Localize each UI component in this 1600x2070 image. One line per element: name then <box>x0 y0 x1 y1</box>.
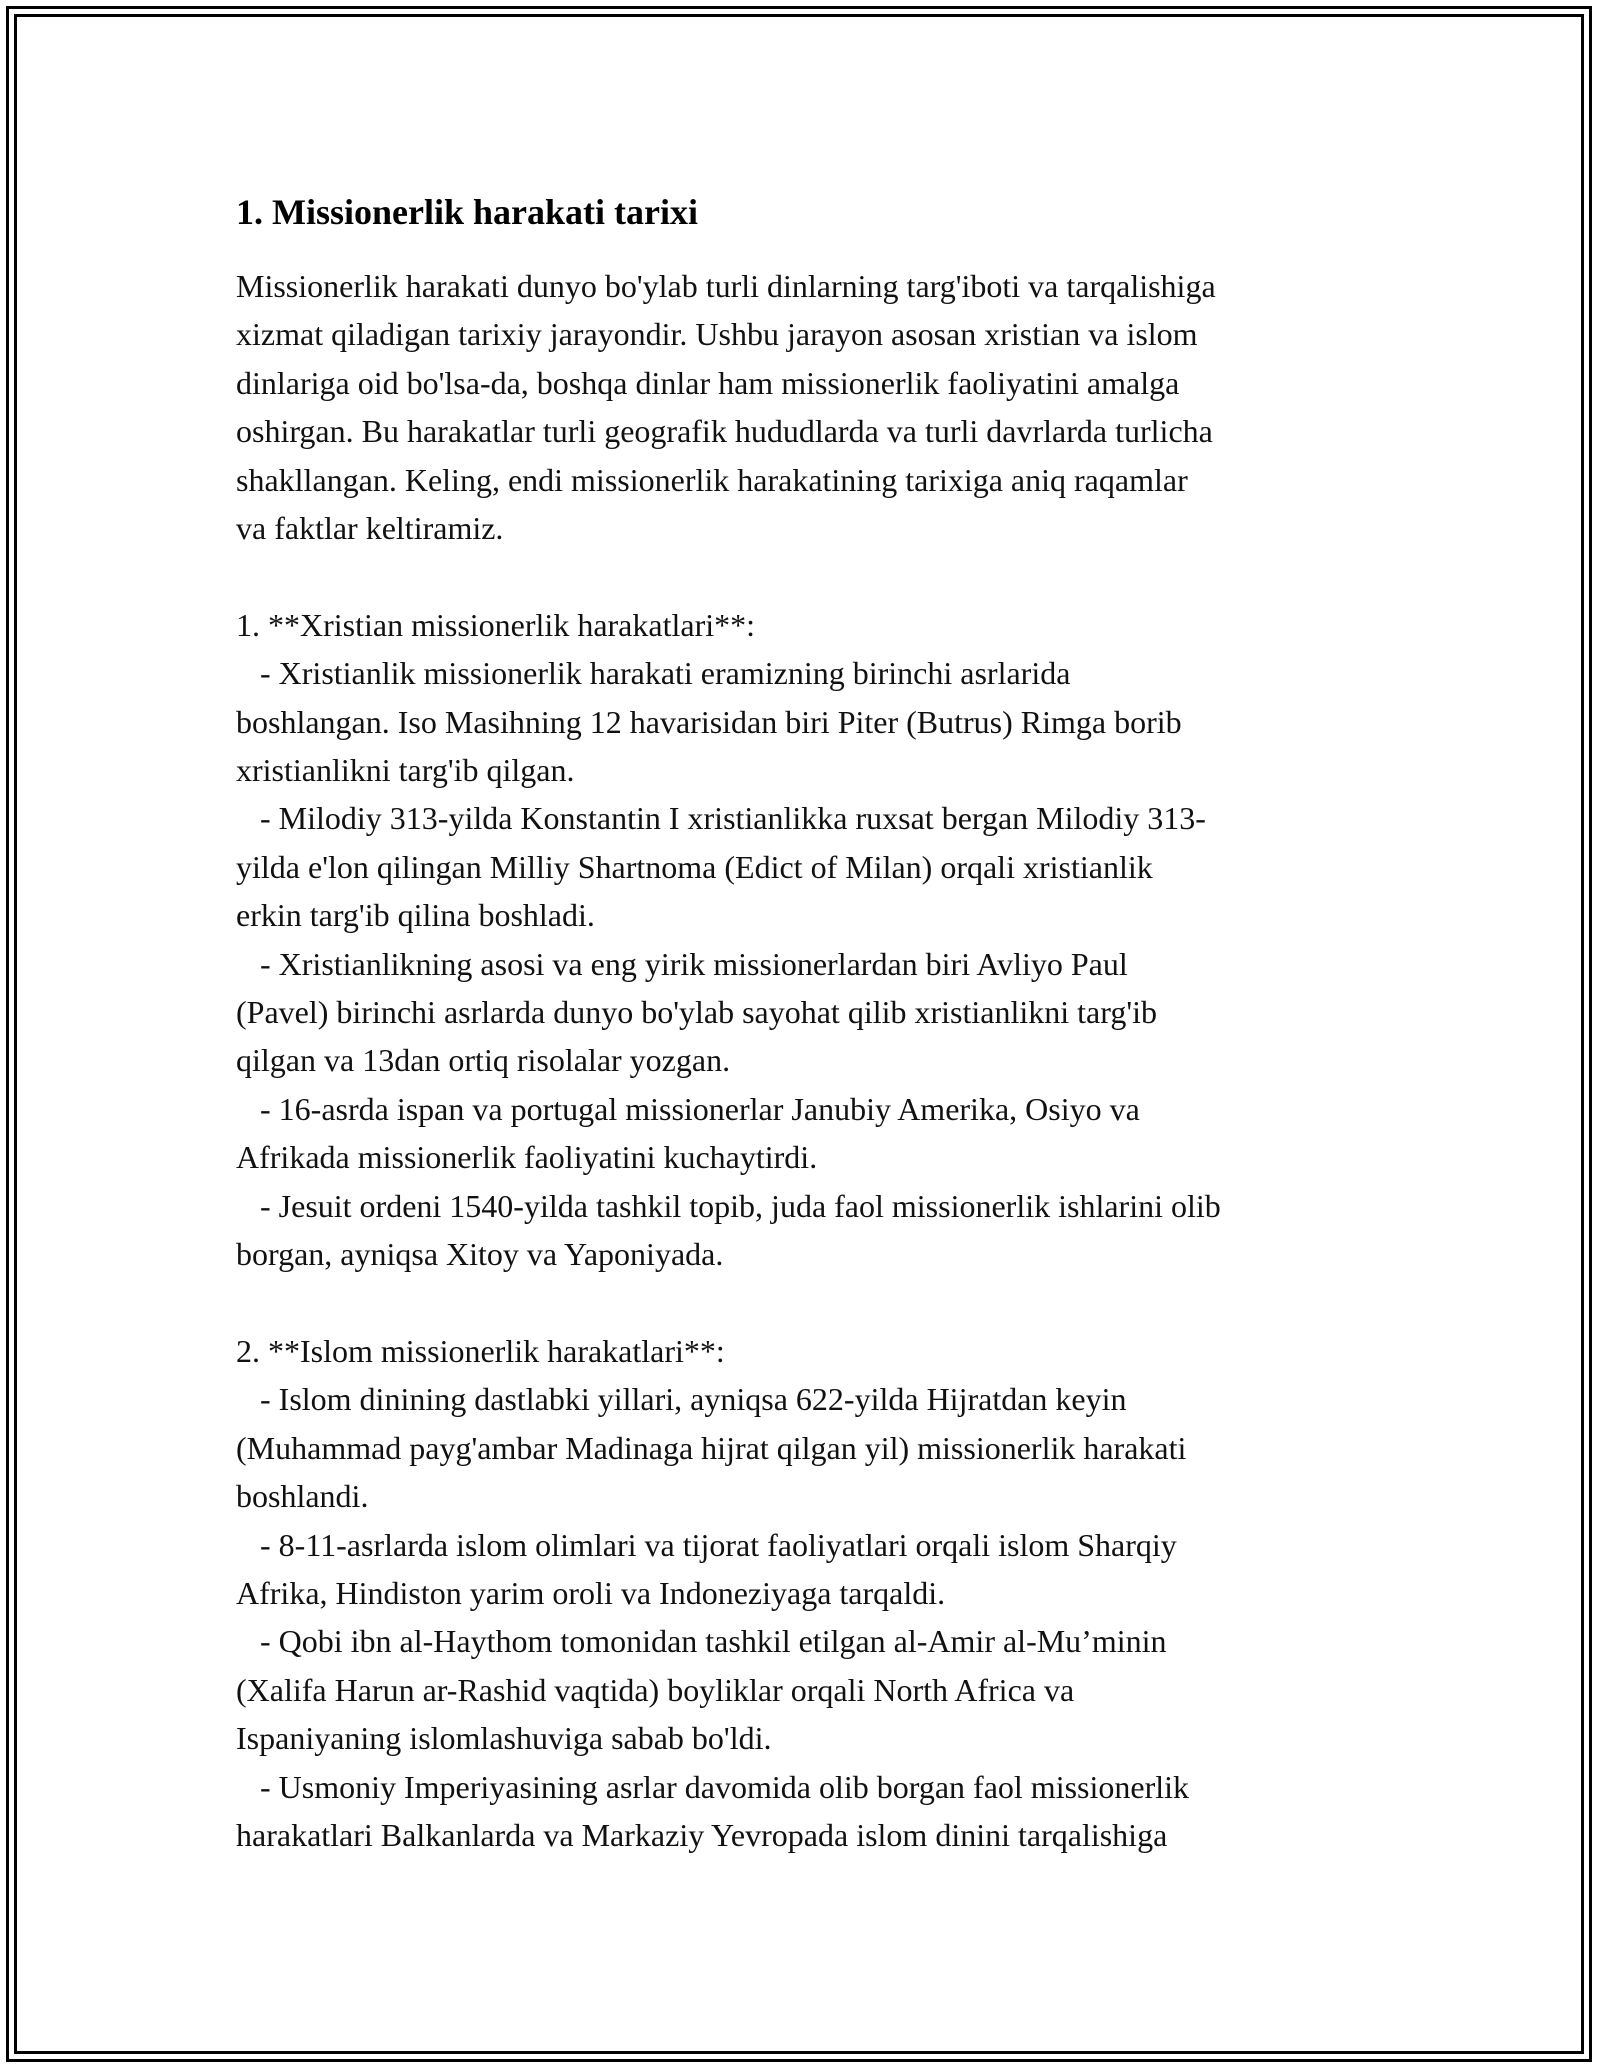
section-christian <box>236 601 1366 1279</box>
document-body <box>236 188 1366 1859</box>
section-heading: 2. **Islom missionerlik harakatlari**: <box>236 1332 725 1369</box>
list-item: - Qobi ibn al-Haythom tomonidan tashkil etilgan al-Amir al-Mu’minin (Xalifa Harun ar-Rashid vaqtida) boyliklar orqali North Africa va Ispaniyaning islomlashuviga sabab bo'ldi. <box>236 1623 1167 1757</box>
document-title: 1. Missionerlik harakati tarixi <box>236 192 698 232</box>
list-item: - Milodiy 313-yilda Konstantin I xristianlikka ruxsat bergan Milodiy 313- yilda e'lon qilingan Milliy Shartnoma (Edict of Milan) orqali xristianlik erkin targ'ib qilina boshladi. <box>236 800 1206 934</box>
list-item: - Usmoniy Imperiyasining asrlar davomida olib borgan faol missionerlik harakatlari Balkanlarda va Markaziy Yevropada islom dinini tarqalishiga <box>236 1768 1190 1853</box>
list-item: - Xristianlik missionerlik harakati eramizning birinchi asrlarida boshlangan. Iso Masihning 12 havarisidan biri Piter (Butrus) Rimga borib xristianlikni targ'ib qilgan. <box>236 655 1182 789</box>
section-islam <box>236 1327 1366 1859</box>
blank-line <box>236 552 1366 600</box>
blank-line <box>236 1279 1366 1327</box>
list-item: - Xristianlikning asosi va eng yirik missionerlardan biri Avliyo Paul (Pavel) birinchi asrlarda dunyo bo'ylab sayohat qilib xristianlikni targ'ib qilgan va 13dan ortiq risolalar yozgan. <box>236 945 1157 1079</box>
list-item: - 16-asrda ispan va portugal missionerlar Janubiy Amerika, Osiyo va Afrikada missionerlik faoliyatini kuchaytirdi. <box>236 1090 1140 1176</box>
intro-paragraph: Missionerlik harakati dunyo bo'ylab turli dinlarning targ'iboti va tarqalishiga xizmat qiladigan tarixiy jarayondir. Ushbu jarayon asosan xristian va islom dinlariga oid bo'lsa-da, boshqa dinlar ham missionerlik faoliyatini amalga oshirgan. Bu harakatlar turli geografik hududlarda va turli davrlarda turlicha shakllangan. Keling, endi missionerlik harakatining tarixiga aniq raqamlar va faktlar keltiramiz. <box>236 268 1216 547</box>
section-heading: 1. **Xristian missionerlik harakatlari**: <box>236 606 755 643</box>
list-item: - Jesuit ordeni 1540-yilda tashkil topib, juda faol missionerlik ishlarini olib borgan, ayniqsa Xitoy va Yaponiyada. <box>236 1187 1221 1273</box>
list-item: - 8-11-asrlarda islom olimlari va tijorat faoliyatlari orqali islom Sharqiy Afrika, Hindiston yarim oroli va Indoneziyaga tarqaldi. <box>236 1526 1177 1611</box>
list-item: - Islom dinining dastlabki yillari, ayniqsa 622-yilda Hijratdan keyin (Muhammad payg'ambar Madinaga hijrat qilgan yil) missionerlik harakati boshlandi. <box>236 1381 1187 1515</box>
